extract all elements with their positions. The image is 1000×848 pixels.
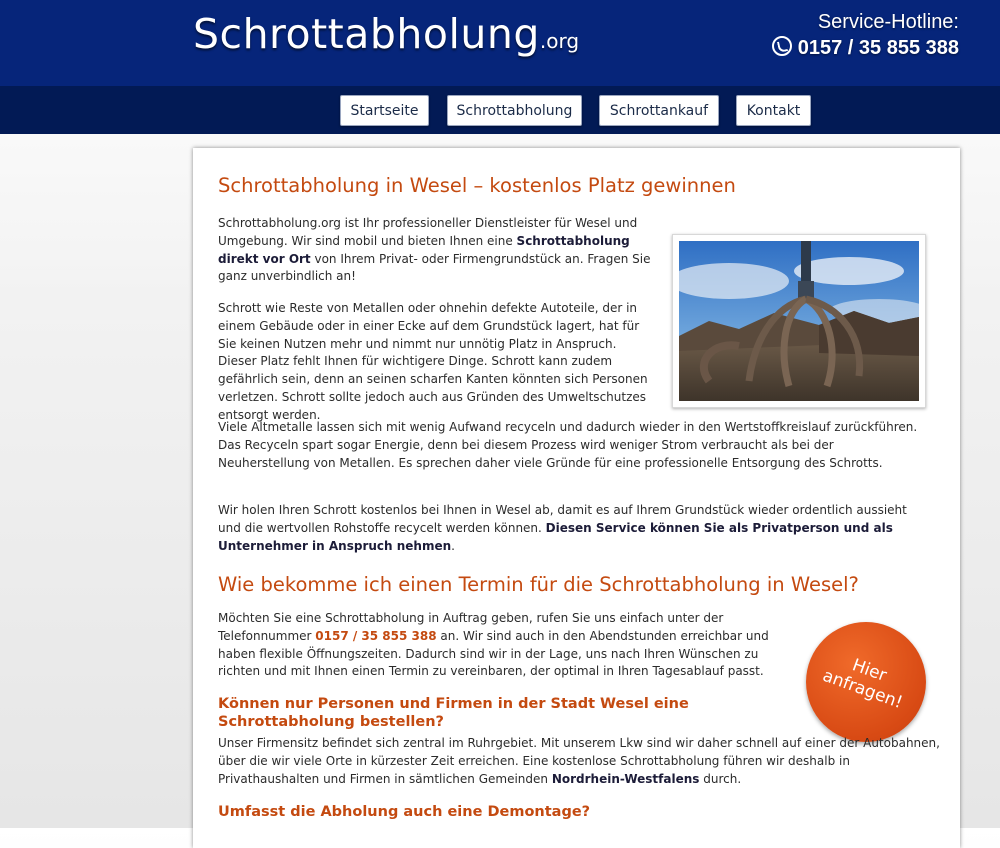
scrap-paragraph: Schrott wie Reste von Metallen oder ohnehin defekte Autoteile, der in einem Gebäude oder in einer Ecke auf dem Grundstück lagert, hat für Sie keinen Nutzen mehr und nimmt nur unnötig Platz in Anspruch. Dieser Platz fehlt Ihnen für wichtigere Dinge. Schrott kann zudem gefährlich sein, denn an seinen scharfen Kanten könnten sich Personen verletzen. Schrott sollte jedoch auch aus Gründen des Umweltschutzes entsorgt werden.	[218, 301, 648, 422]
nav-schrottabholung[interactable]: Schrottabholung	[447, 95, 582, 126]
service-paragraph: Wir holen Ihren Schrott kostenlos bei Ihnen in Wesel ab, damit es auf Ihrem Grundstück wieder ordentlich aussieht und die wertvollen Rohstoffe recycelt werden können. Diesen Service können Sie als Privatperson und als Unternehmer in Anspruch nehmen.	[218, 503, 907, 553]
hotline-number: 0157 / 35 855 388	[797, 37, 959, 59]
region-paragraph: Unser Firmensitz befindet sich zentral im Ruhrgebiet. Mit unserem Lkw sind wir daher schnell auf einer der Autobahnen, über die wir viele Orte in kürzester Zeit erreichen. Eine kostenlose Schrottabholung führen wir deshalb in Privathaushalten und Firmen in sämtlichen Gemeinden Nordrhein-Westfalens durch.	[218, 736, 940, 786]
phone-number-link[interactable]: 0157 / 35 855 388	[315, 628, 437, 643]
hotline-number-link[interactable]	[772, 35, 959, 61]
badge-label: Hier anfragen!	[819, 655, 906, 714]
dismantling-heading: Umfasst die Abholung auch eine Demontage?	[218, 804, 591, 820]
phone-icon	[772, 36, 792, 56]
recycling-paragraph: Viele Altmetalle lassen sich mit wenig Aufwand recyceln und dadurch wieder in den Wertstoffkreislauf zurückführen. Das Recyceln spart sogar Energie, denn bei diesem Prozess wird weniger Strom verbraucht als bei der Neuherstellung von Metallen. Es sprechen daher viele Gründe für eine professionelle Entsorgung des Schrotts.	[218, 420, 918, 470]
nav-kontakt[interactable]: Kontakt	[736, 95, 811, 126]
logo-main: Schrottabholung	[193, 10, 540, 58]
scrap-grapple-photo	[672, 234, 926, 408]
appointment-paragraph: Möchten Sie eine Schrottabholung in Auftrag geben, rufen Sie uns einfach unter der Telefonnummer 0157 / 35 855 388 an. Wir sind auch in den Abendstunden erreichbar und haben flexible Öffnungszeiten. Dadurch sind wir in der Lage, uns nach Ihren Wünschen zu richten und mit Ihnen einen Termin zu vereinbaren, der optimal in Ihren Tagesablauf passt.	[218, 611, 769, 679]
intro-paragraph: Schrottabholung.org ist Ihr professioneller Dienstleister für Wesel und Umgebung. Wir sind mobil und bieten Ihnen eine Schrottabholung direkt vor Ort von Ihrem Privat- oder Firmengrundstück an. Fragen Sie ganz unverbindlich an!	[218, 216, 651, 284]
region-heading: Können nur Personen und Firmen in der Stadt Wesel eine Schrottabholung bestellen?	[218, 696, 689, 730]
main-navigation	[0, 86, 1000, 134]
site-logo[interactable]	[193, 10, 579, 58]
hotline-label: Service-Hotline:	[817, 11, 959, 33]
site-header	[0, 0, 1000, 86]
nav-schrottankauf[interactable]: Schrottankauf	[599, 95, 719, 126]
service-hotline	[772, 10, 959, 61]
main-content	[193, 148, 960, 848]
logo-tld: .org	[539, 29, 580, 53]
nav-startseite[interactable]: Startseite	[340, 95, 429, 126]
scrap-grapple-image	[679, 241, 919, 401]
inquiry-badge-button[interactable]	[806, 622, 926, 742]
appointment-heading: Wie bekomme ich einen Termin für die Schrottabholung in Wesel?	[218, 573, 859, 596]
page-title: Schrottabholung in Wesel – kostenlos Platz gewinnen	[218, 174, 736, 197]
